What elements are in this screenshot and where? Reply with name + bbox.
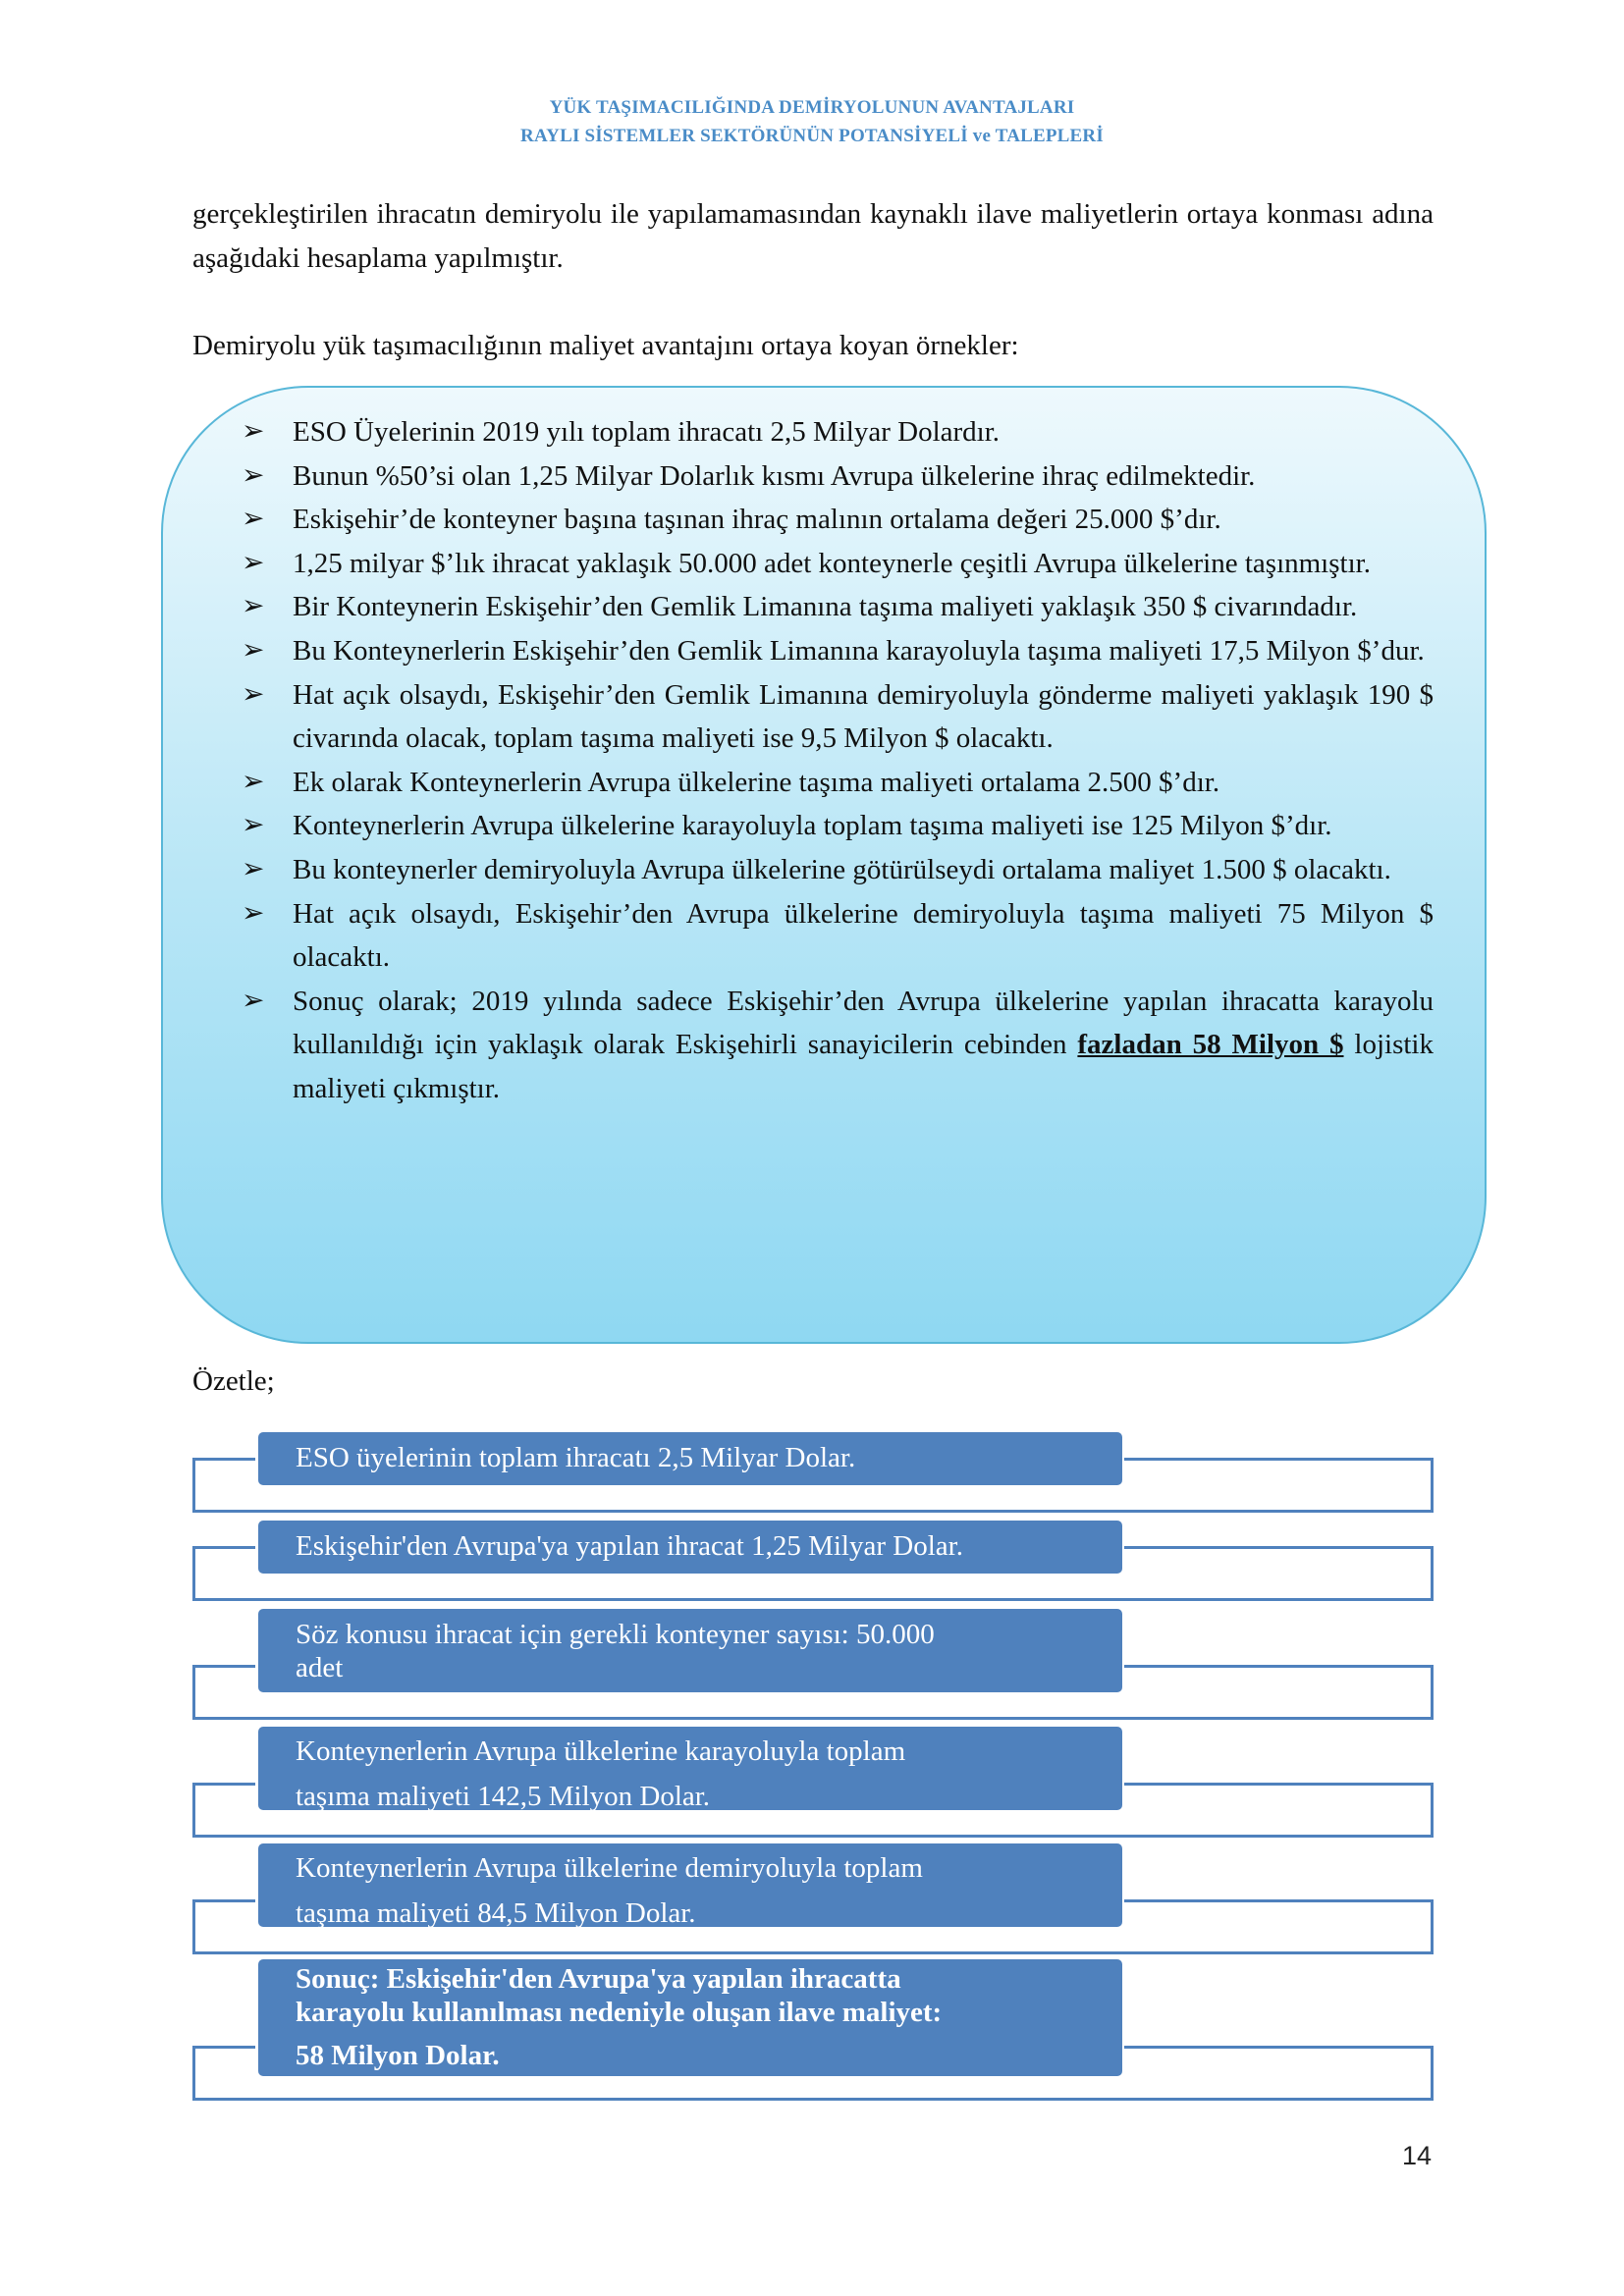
arrow-bullet-icon: ➢	[242, 504, 265, 535]
summary-box: ESO üyelerinin toplam ihracatı 2,5 Milyar Dolar.	[257, 1431, 1123, 1486]
summary-box: Konteynerlerin Avrupa ülkelerine karayoluyla toplam taşıma maliyeti 142,5 Milyon Dolar.	[257, 1726, 1123, 1811]
arrow-bullet-icon: ➢	[242, 547, 265, 578]
arrow-bullet-icon: ➢	[242, 678, 265, 710]
list-item: ➢ Bir Konteynerin Eskişehir’den Gemlik Limanına taşıma maliyeti yaklaşık 350 $ civarındadır.	[242, 585, 1434, 629]
arrow-bullet-icon: ➢	[242, 766, 265, 797]
arrow-bullet-icon: ➢	[242, 853, 265, 884]
arrow-bullet-icon: ➢	[242, 634, 265, 666]
arrow-bullet-icon: ➢	[242, 416, 265, 447]
list-item: ➢ Bu Konteynerlerin Eskişehir’den Gemlik Limanına karayoluyla taşıma maliyeti 17,5 Milyon $’dur.	[242, 629, 1434, 673]
page-number: 14	[1402, 2141, 1433, 2170]
list-item: ➢ Bu konteynerler demiryoluyla Avrupa ülkelerine götürülseydi ortalama maliyet 1.500 $ olacaktı.	[242, 848, 1434, 892]
examples-lead: Demiryolu yük taşımacılığının maliyet avantajını ortaya koyan örnekler:	[192, 330, 1019, 361]
examples-list	[242, 410, 1434, 1111]
list-item-conclusion: ➢ Sonuç olarak; 2019 yılında sadece Eskişehir’den Avrupa ülkelerine yapılan ihracatta karayolu kullanıldığı için yaklaşık olarak Eskişehirli sanayicilerin cebinden fazladan 58 Milyon $ lojistik maliyeti çıkmıştır.	[242, 980, 1434, 1111]
summary-box: Konteynerlerin Avrupa ülkelerine demiryoluyla toplam taşıma maliyeti 84,5 Milyon Dolar.	[257, 1842, 1123, 1928]
summary-result-box: Sonuç: Eskişehir'den Avrupa'ya yapılan ihracatta karayolu kullanılması nedeniyle oluşan ilave maliyet: 58 Milyon Dolar.	[257, 1958, 1123, 2077]
arrow-bullet-icon: ➢	[242, 985, 265, 1016]
arrow-bullet-icon: ➢	[242, 459, 265, 491]
arrow-bullet-icon: ➢	[242, 810, 265, 841]
summary-box: Söz konusu ihracat için gerekli konteyner sayısı: 50.000 adet	[257, 1608, 1123, 1693]
arrow-bullet-icon: ➢	[242, 897, 265, 929]
header-title-line-2: RAYLI SİSTEMLER SEKTÖRÜNÜN POTANSİYELİ ve TALEPLERİ	[520, 126, 1104, 146]
arrow-bullet-icon: ➢	[242, 591, 265, 622]
list-item: ➢ Eskişehir’de konteyner başına taşınan ihraç malının ortalama değeri 25.000 $’dır.	[242, 498, 1434, 542]
list-item: ➢ Bunun %50’si olan 1,25 Milyar Dolarlık kısmı Avrupa ülkelerine ihraç edilmektedir.	[242, 454, 1434, 499]
list-item: ➢ ESO Üyelerinin 2019 yılı toplam ihracatı 2,5 Milyar Dolardır.	[242, 410, 1434, 454]
extra-cost-emphasis: fazladan 58 Milyon $	[1077, 1029, 1344, 1061]
header-title-line-1: YÜK TAŞIMACILIĞINDA DEMİRYOLUNUN AVANTAJLARI	[549, 97, 1075, 118]
list-item: ➢ 1,25 milyar $’lık ihracat yaklaşık 50.000 adet konteynerle çeşitli Avrupa ülkelerine taşınmıştır.	[242, 542, 1434, 586]
list-item: ➢ Ek olarak Konteynerlerin Avrupa ülkelerine taşıma maliyeti ortalama 2.500 $’dır.	[242, 761, 1434, 805]
list-item: ➢ Hat açık olsaydı, Eskişehir’den Gemlik Limanına demiryoluyla gönderme maliyeti yaklaşık 190 $ civarında olacak, toplam taşıma maliyeti ise 9,5 Milyon $ olacaktı.	[242, 673, 1434, 761]
list-item: ➢ Konteynerlerin Avrupa ülkelerine karayoluyla toplam taşıma maliyeti ise 125 Milyon $’dır.	[242, 804, 1434, 848]
intro-paragraph: gerçekleştirilen ihracatın demiryolu ile yapılamamasından kaynaklı ilave maliyetlerin ortaya konması adına aşağıdaki hesaplama yapılmıştır.	[192, 198, 1434, 274]
summary-label: Özetle;	[192, 1365, 275, 1397]
list-item: ➢ Hat açık olsaydı, Eskişehir’den Avrupa ülkelerine demiryoluyla taşıma maliyeti 75 Milyon $ olacaktı.	[242, 892, 1434, 980]
summary-box: Eskişehir'den Avrupa'ya yapılan ihracat 1,25 Milyar Dolar.	[257, 1520, 1123, 1575]
